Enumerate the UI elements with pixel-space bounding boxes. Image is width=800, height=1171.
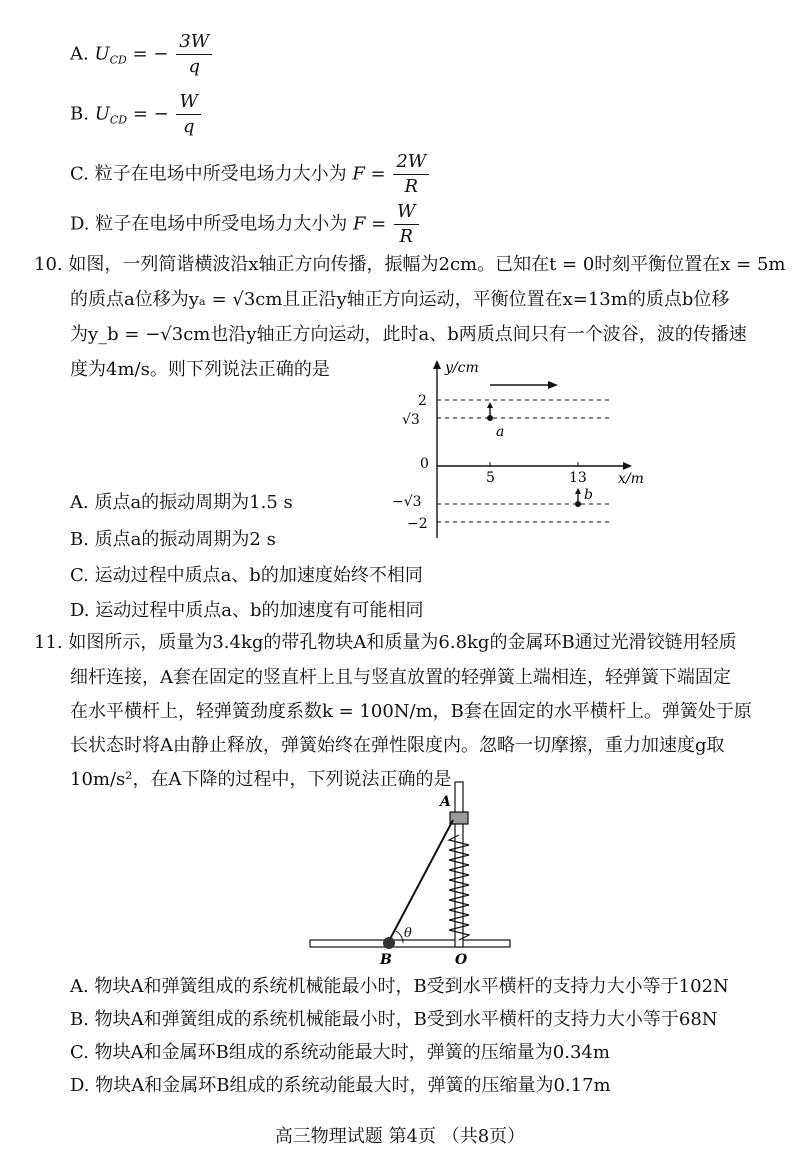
q9-option-c[interactable]: C. 粒子在电场中所受电场力大小为 F = $\frac{2W}{R}$ (70, 150, 431, 199)
y-axis-label: y/cm (445, 360, 479, 376)
ring-b (383, 937, 395, 949)
tick-x13: 13 (569, 470, 587, 486)
tick-x5: 5 (486, 470, 495, 486)
q10-stem-line3: 为y_b = −√3cm也沿y轴正方向运动，此时a、b两质点间只有一个波谷，波的传播速 (70, 324, 747, 345)
q10-stem-line4: 度为4m/s。则下列说法正确的是 (70, 359, 330, 380)
tick-sqrt3: √3 (402, 412, 420, 428)
label-a: a (496, 424, 505, 440)
y-axis-arrow (433, 360, 441, 369)
tick-2: 2 (418, 393, 427, 409)
q10-option-d[interactable]: D. 运动过程中质点a、b的加速度有可能相同 (70, 600, 424, 621)
q11-option-b[interactable]: B. 物块A和弹簧组成的系统机械能最小时，B受到水平横杆的支持力大小等于68N (70, 1009, 718, 1030)
label-b: b (584, 487, 593, 503)
x-axis-label: x/m (618, 471, 644, 487)
q9-option-a[interactable]: A. $U_{CD}$ = − $\frac{3W}{q}$ (70, 30, 214, 79)
tick-neg2: −2 (407, 516, 428, 532)
q11-option-d[interactable]: D. 物块A和金属环B组成的系统动能最大时，弹簧的压缩量为0.17m (70, 1075, 611, 1096)
q9-option-d[interactable]: D. 粒子在电场中所受电场力大小为 F = $\frac{W}{R}$ (70, 200, 421, 249)
q9-c-fraction: $\frac{2W}{R}$ (393, 150, 429, 199)
q9-b-fraction: $\frac{W}{q}$ (176, 90, 201, 139)
q11-stem-line3: 在水平横杆上，轻弹簧劲度系数k = 100N/m，B套在固定的水平横杆上。弹簧处于原 (70, 701, 752, 722)
label-A: A (440, 794, 451, 810)
q9-d-fraction: $\frac{W}{R}$ (394, 200, 419, 249)
tick-neg-sqrt3: −√3 (392, 494, 422, 510)
q10-stem-line2: 的质点a位移为yₐ = √3cm且正沿y轴正方向运动，平衡位置在x=13m的质点b位移 (70, 289, 730, 310)
x-axis-arrow (623, 462, 632, 470)
q11-option-a[interactable]: A. 物块A和弹簧组成的系统机械能最小时，B受到水平横杆的支持力大小等于102N (70, 976, 729, 997)
q10-option-a[interactable]: A. 质点a的振动周期为1.5 s (70, 492, 293, 513)
q11-stem-line2: 细杆连接，A套在固定的竖直杆上且与竖直放置的轻弹簧上端相连，轻弹簧下端固定 (70, 667, 731, 688)
label-O: O (455, 952, 468, 968)
propagation-arrow (548, 381, 558, 389)
q10-option-c[interactable]: C. 运动过程中质点a、b的加速度始终不相同 (70, 565, 423, 586)
label-B: B (380, 952, 392, 968)
mechanism-figure (300, 780, 520, 970)
q11-stem-line4: 长状态时将A由静止释放，弹簧始终在弹性限度内。忽略一切摩擦，重力加速度g取 (70, 735, 725, 756)
label-theta: θ (404, 926, 412, 941)
light-rod (389, 820, 453, 941)
q10-stem-line1: 10. 如图，一列简谐横波沿x轴正方向传播，振幅为2cm。已知在t = 0时刻平衡位置在x = 5m (34, 254, 786, 275)
wave-graph (390, 358, 650, 543)
q9-option-b[interactable]: B. $U_{CD}$ = − $\frac{W}{q}$ (70, 90, 203, 139)
q10-option-b[interactable]: B. 质点a的振动周期为2 s (70, 529, 276, 550)
q11-option-c[interactable]: C. 物块A和金属环B组成的系统动能最大时，弹簧的压缩量为0.34m (70, 1042, 610, 1063)
tick-0: 0 (420, 456, 429, 472)
point-b-velocity-arrowhead (575, 488, 581, 494)
q11-stem-line1: 11. 如图所示，质量为3.4kg的带孔物块A和质量为6.8kg的金属环B通过光滑铰链用轻质 (34, 632, 737, 653)
horizontal-rod (310, 940, 510, 947)
q11-stem-line5: 10m/s²，在A下降的过程中，下列说法正确的是 (70, 769, 452, 790)
page-footer: 高三物理试题 第4页 （共8页） (274, 1126, 526, 1147)
point-a-velocity-arrowhead (487, 402, 493, 408)
q9-a-fraction: $\frac{3W}{q}$ (176, 30, 212, 79)
